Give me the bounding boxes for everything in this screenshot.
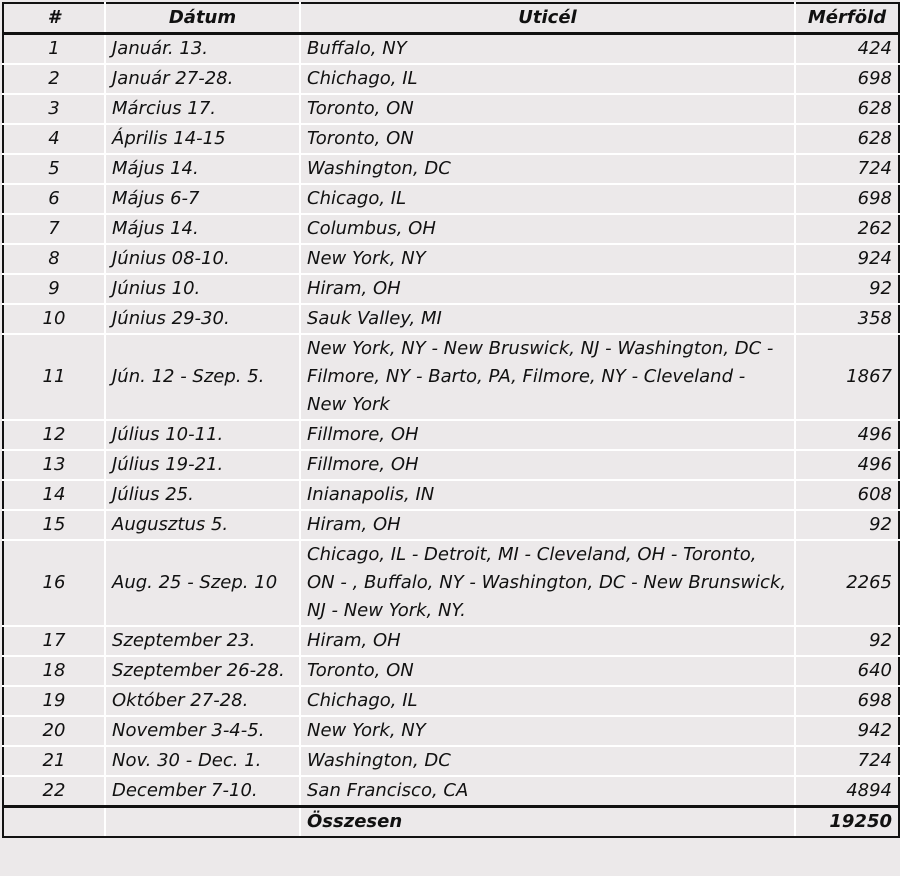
- header-date: Dátum: [105, 3, 300, 34]
- row-date: Május 6-7: [105, 184, 300, 214]
- total-label: Összesen: [300, 807, 795, 838]
- row-destination: Columbus, OH: [300, 214, 795, 244]
- row-date: Július 25.: [105, 480, 300, 510]
- row-destination: San Francisco, CA: [300, 776, 795, 807]
- row-number: 20: [3, 716, 105, 746]
- table-row: [3, 626, 899, 656]
- row-date: Április 14-15: [105, 124, 300, 154]
- row-destination: Hiram, OH: [300, 274, 795, 304]
- row-destination: Washington, DC: [300, 746, 795, 776]
- table-row: [3, 540, 899, 626]
- row-number: 10: [3, 304, 105, 334]
- total-miles: 19250: [795, 807, 899, 838]
- row-date: Nov. 30 - Dec. 1.: [105, 746, 300, 776]
- row-destination: Hiram, OH: [300, 626, 795, 656]
- row-miles: 92: [795, 626, 899, 656]
- row-number: 18: [3, 656, 105, 686]
- row-number: 9: [3, 274, 105, 304]
- row-number: 8: [3, 244, 105, 274]
- row-destination: Toronto, ON: [300, 94, 795, 124]
- row-destination: Chicago, IL: [300, 184, 795, 214]
- row-date: Szeptember 26-28.: [105, 656, 300, 686]
- table-row: [3, 656, 899, 686]
- row-destination: New York, NY: [300, 244, 795, 274]
- row-miles: 92: [795, 274, 899, 304]
- row-date: Január 27-28.: [105, 64, 300, 94]
- row-miles: 358: [795, 304, 899, 334]
- row-number: 6: [3, 184, 105, 214]
- row-miles: 724: [795, 746, 899, 776]
- table-row: [3, 64, 899, 94]
- row-date: Január. 13.: [105, 34, 300, 65]
- row-miles: 608: [795, 480, 899, 510]
- row-miles: 424: [795, 34, 899, 65]
- total-empty-date: [105, 807, 300, 838]
- row-miles: 92: [795, 510, 899, 540]
- table-row: [3, 124, 899, 154]
- header-destination: Uticél: [300, 3, 795, 34]
- row-date: November 3-4-5.: [105, 716, 300, 746]
- row-destination: Chichago, IL: [300, 64, 795, 94]
- table-row: [3, 450, 899, 480]
- row-miles: 262: [795, 214, 899, 244]
- row-destination: Toronto, ON: [300, 656, 795, 686]
- row-date: Augusztus 5.: [105, 510, 300, 540]
- row-number: 4: [3, 124, 105, 154]
- row-destination: Fillmore, OH: [300, 450, 795, 480]
- table-row: [3, 214, 899, 244]
- header-num: #: [3, 3, 105, 34]
- row-destination: Toronto, ON: [300, 124, 795, 154]
- row-miles: 1867: [795, 334, 899, 420]
- row-number: 7: [3, 214, 105, 244]
- row-number: 3: [3, 94, 105, 124]
- row-miles: 496: [795, 420, 899, 450]
- table-row: [3, 776, 899, 807]
- row-miles: 2265: [795, 540, 899, 626]
- row-date: December 7-10.: [105, 776, 300, 807]
- table-row: [3, 334, 899, 420]
- table-row: [3, 34, 899, 65]
- row-destination: Buffalo, NY: [300, 34, 795, 65]
- row-date: Július 19-21.: [105, 450, 300, 480]
- row-destination: Washington, DC: [300, 154, 795, 184]
- table-row: [3, 716, 899, 746]
- row-destination: Sauk Valley, MI: [300, 304, 795, 334]
- table-row: [3, 154, 899, 184]
- row-number: 1: [3, 34, 105, 65]
- table-body: [3, 34, 899, 807]
- row-destination: New York, NY: [300, 716, 795, 746]
- row-miles: 698: [795, 64, 899, 94]
- row-date: Szeptember 23.: [105, 626, 300, 656]
- row-destination: Inianapolis, IN: [300, 480, 795, 510]
- row-number: 17: [3, 626, 105, 656]
- row-number: 5: [3, 154, 105, 184]
- table-row: [3, 244, 899, 274]
- row-miles: 698: [795, 184, 899, 214]
- row-destination: Chichago, IL: [300, 686, 795, 716]
- row-date: Június 29-30.: [105, 304, 300, 334]
- row-date: Június 10.: [105, 274, 300, 304]
- row-destination: Hiram, OH: [300, 510, 795, 540]
- table-row: [3, 94, 899, 124]
- row-destination: Chicago, IL - Detroit, MI - Cleveland, OH - Toronto, ON - , Buffalo, NY - Washington, DC - New Brunswick, NJ - New York, NY.: [300, 540, 795, 626]
- row-date: Aug. 25 - Szep. 10: [105, 540, 300, 626]
- row-destination: Fillmore, OH: [300, 420, 795, 450]
- row-miles: 924: [795, 244, 899, 274]
- header-miles: Mérföld: [795, 3, 899, 34]
- row-number: 16: [3, 540, 105, 626]
- row-number: 11: [3, 334, 105, 420]
- row-miles: 628: [795, 124, 899, 154]
- table-row: [3, 686, 899, 716]
- row-number: 13: [3, 450, 105, 480]
- table-row: [3, 746, 899, 776]
- row-date: Május 14.: [105, 154, 300, 184]
- row-number: 14: [3, 480, 105, 510]
- row-miles: 628: [795, 94, 899, 124]
- row-date: Június 08-10.: [105, 244, 300, 274]
- row-date: Jún. 12 - Szep. 5.: [105, 334, 300, 420]
- row-number: 22: [3, 776, 105, 807]
- row-date: Május 14.: [105, 214, 300, 244]
- row-miles: 942: [795, 716, 899, 746]
- row-miles: 640: [795, 656, 899, 686]
- row-date: Július 10-11.: [105, 420, 300, 450]
- row-date: Március 17.: [105, 94, 300, 124]
- table-row: [3, 480, 899, 510]
- table-row: [3, 274, 899, 304]
- table-row: [3, 420, 899, 450]
- row-number: 2: [3, 64, 105, 94]
- total-row: [3, 807, 899, 838]
- row-number: 21: [3, 746, 105, 776]
- row-miles: 496: [795, 450, 899, 480]
- travel-table: [2, 2, 900, 838]
- row-number: 15: [3, 510, 105, 540]
- table-row: [3, 304, 899, 334]
- row-number: 12: [3, 420, 105, 450]
- row-miles: 4894: [795, 776, 899, 807]
- row-date: Október 27-28.: [105, 686, 300, 716]
- row-miles: 724: [795, 154, 899, 184]
- row-miles: 698: [795, 686, 899, 716]
- row-number: 19: [3, 686, 105, 716]
- header-row: [3, 3, 899, 34]
- total-empty-num: [3, 807, 105, 838]
- table-row: [3, 184, 899, 214]
- table-row: [3, 510, 899, 540]
- row-destination: New York, NY - New Bruswick, NJ - Washington, DC - Filmore, NY - Barto, PA, Filmore, NY - Cleveland - New York: [300, 334, 795, 420]
